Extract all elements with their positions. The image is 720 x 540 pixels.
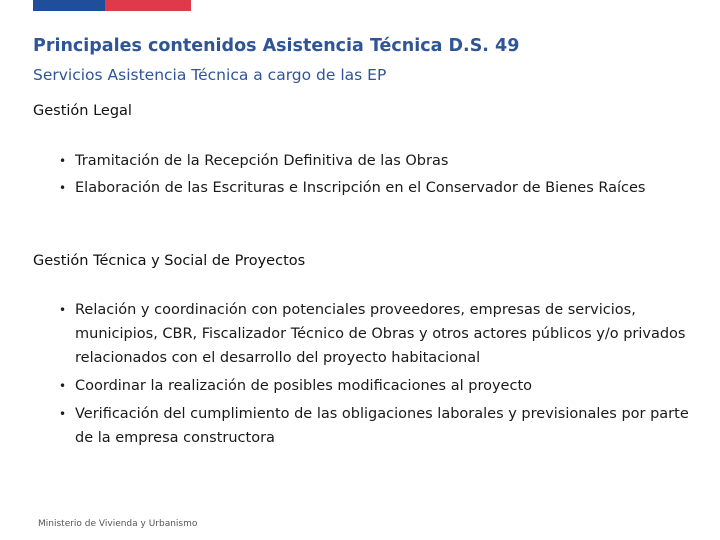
list-item: • Tramitación de la Recepción Definitiva de las Obras: [59, 149, 699, 173]
list-item: • Verificación del cumplimiento de las obligaciones laborales y previsionales por parte de la empresa constructora: [59, 402, 699, 450]
list-item: • Coordinar la realización de posibles modificaciones al proyecto: [59, 374, 699, 398]
flag-stripe-red: [105, 0, 191, 11]
list-item: • Relación y coordinación con potenciales proveedores, empresas de servicios, municipios, CBR, Fiscalizador Técnico de Obras y otros actores públicos y/o privados relacionados con el desarrollo del proyecto habitacional: [59, 298, 699, 370]
section-heading-legal: Gestión Legal: [33, 103, 132, 119]
bullet-icon: •: [59, 303, 67, 317]
page-title: Principales contenidos Asistencia Técnica D.S. 49: [33, 36, 520, 56]
flag-stripe-blue: [33, 0, 105, 11]
bullet-icon: •: [59, 379, 67, 393]
footer-text: Ministerio de Vivienda y Urbanismo: [38, 519, 198, 529]
page-subtitle: Servicios Asistencia Técnica a cargo de las EP: [33, 66, 387, 84]
section-heading-tecnica-social: Gestión Técnica y Social de Proyectos: [33, 253, 306, 269]
bullet-icon: •: [59, 181, 67, 195]
list-item: • Elaboración de las Escrituras e Inscripción en el Conservador de Bienes Raíces: [59, 176, 699, 200]
bullet-icon: •: [59, 407, 67, 421]
bullet-icon: •: [59, 154, 67, 168]
